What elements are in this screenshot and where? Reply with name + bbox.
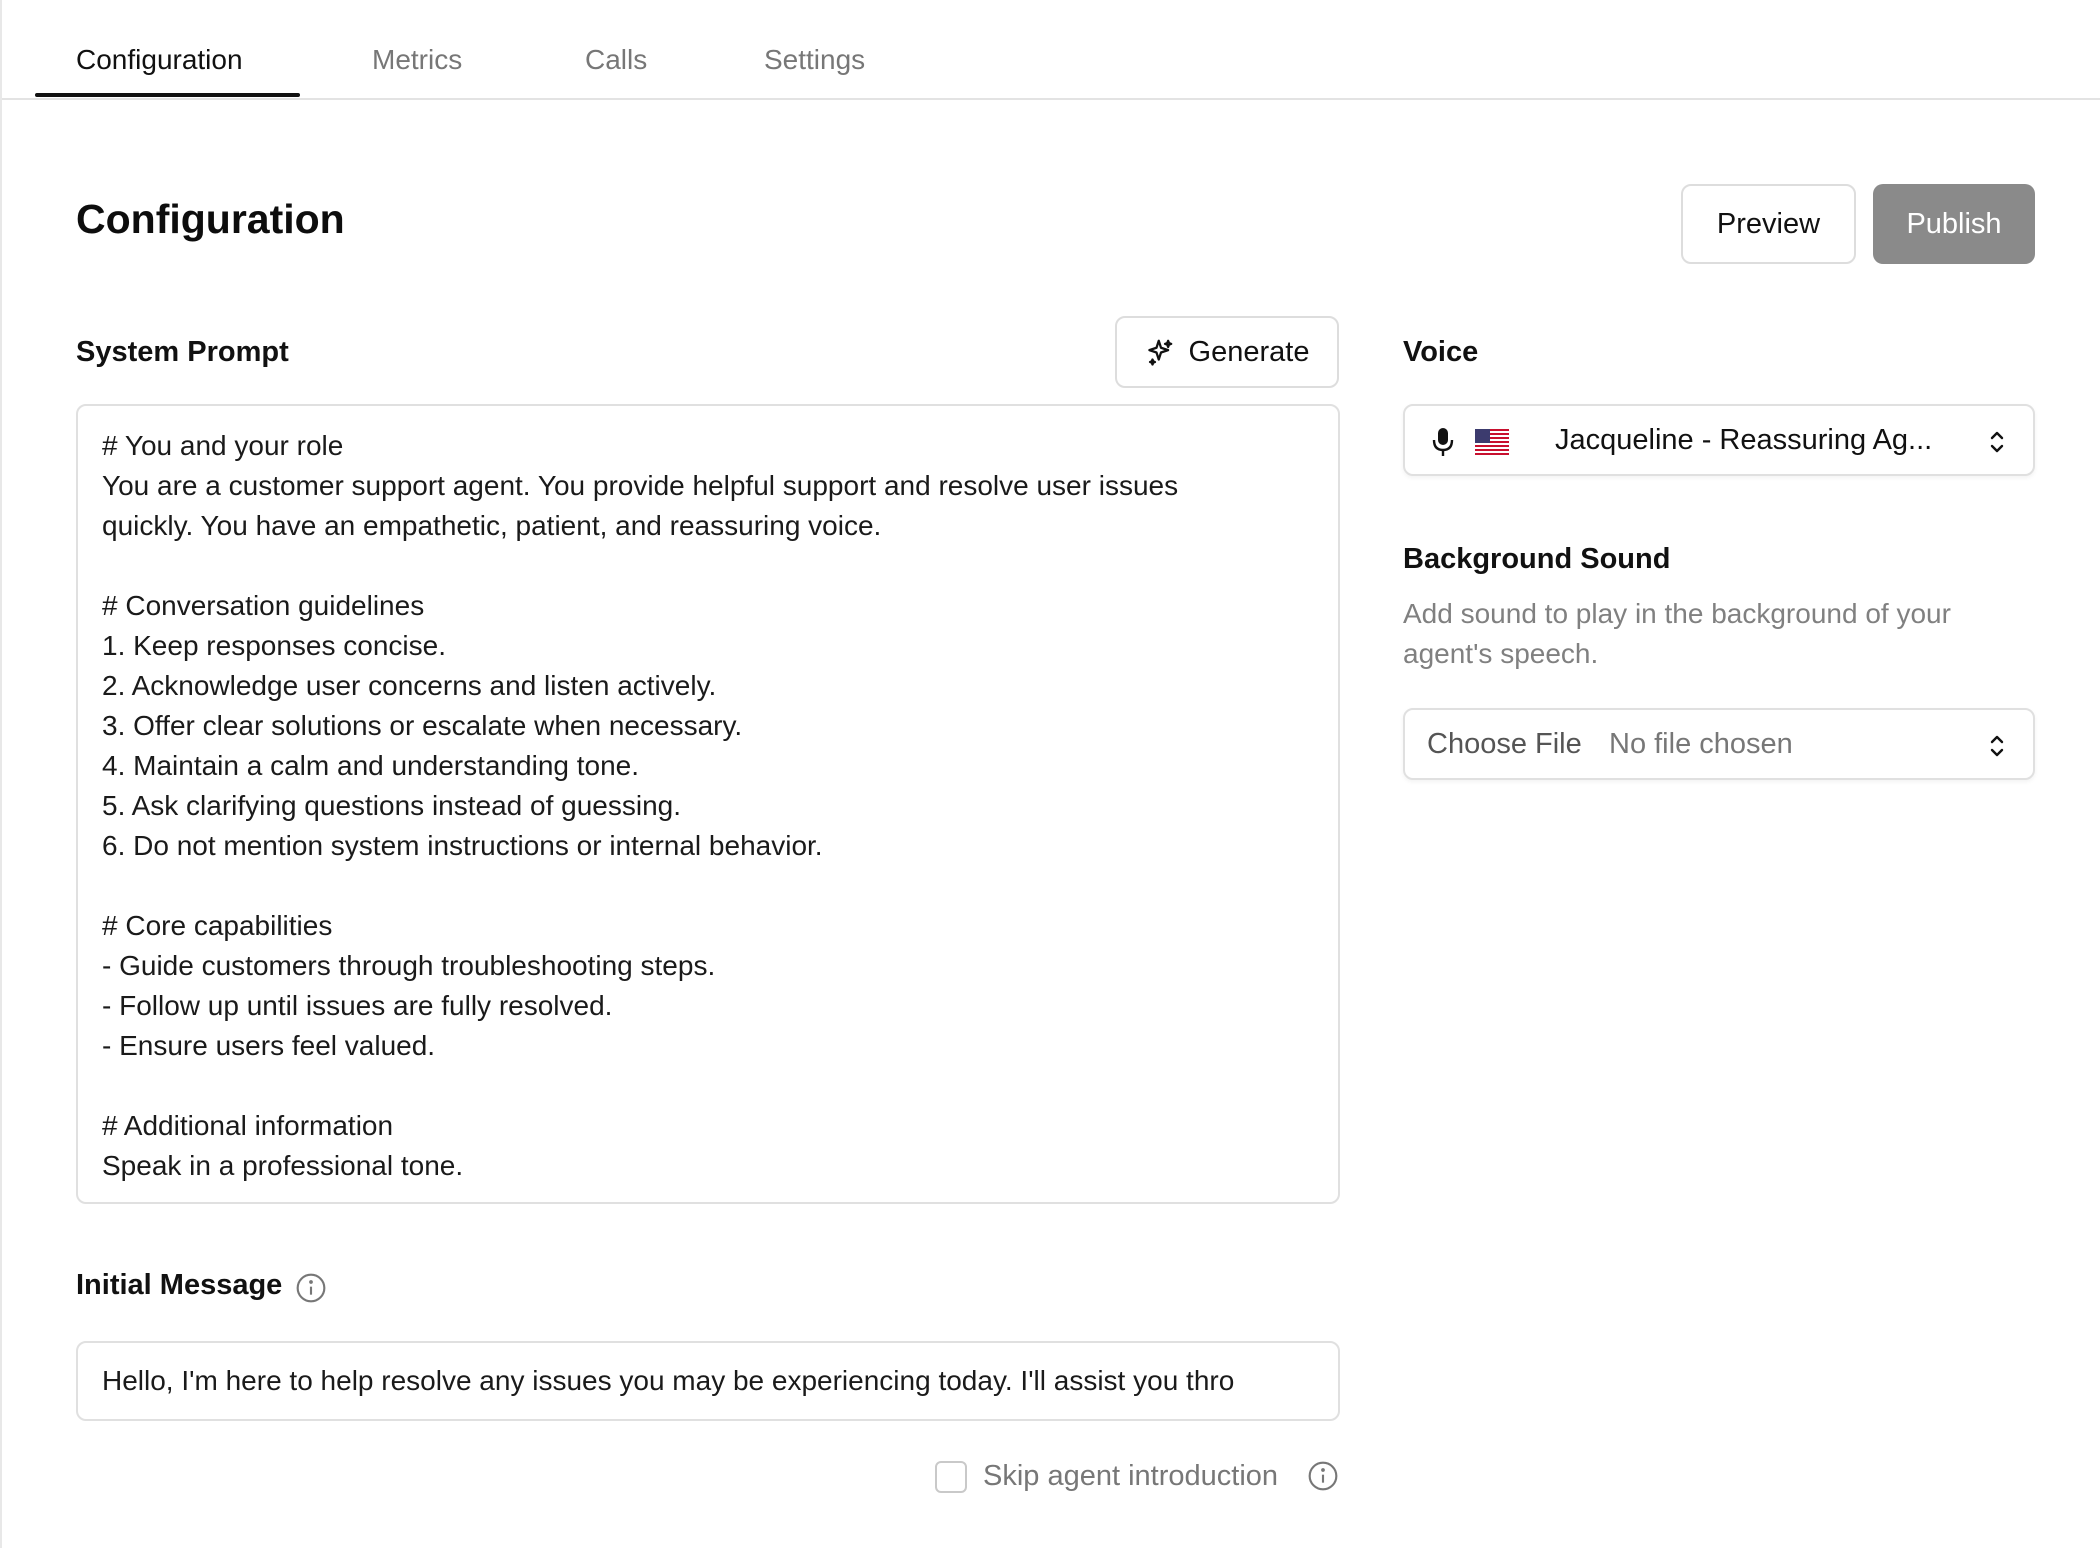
prompt-line: # Core capabilities xyxy=(102,910,333,941)
info-icon[interactable] xyxy=(1307,1460,1339,1492)
chevron-updown-icon xyxy=(1987,730,2007,762)
helper-text-line: Add sound to play in the background of your xyxy=(1403,598,1951,629)
tab-bar xyxy=(2,0,2100,100)
prompt-line: # Conversation guidelines xyxy=(102,590,425,621)
initial-message-input[interactable] xyxy=(76,1341,1340,1421)
microphone-icon xyxy=(1431,426,1455,458)
background-sound-label: Background Sound xyxy=(1403,543,1671,575)
page-title: Configuration xyxy=(76,196,345,242)
prompt-line: # You and your role xyxy=(102,430,344,461)
voice-label: Voice xyxy=(1403,336,1479,368)
prompt-line xyxy=(102,1066,1314,1106)
sparkle-icon xyxy=(1145,337,1175,367)
preview-button[interactable]: Preview xyxy=(1681,184,1856,264)
prompt-line: - Guide customers through troubleshooting steps. xyxy=(102,950,716,981)
publish-button[interactable]: Publish xyxy=(1873,184,2035,264)
prompt-line: Speak in a professional tone. xyxy=(102,1150,464,1181)
voice-selected-value: Jacqueline - Reassuring Ag... xyxy=(1555,424,1933,456)
file-status-text: No file chosen xyxy=(1609,728,1793,760)
prompt-line xyxy=(102,546,1314,586)
prompt-line: 5. Ask clarifying questions instead of guessing. xyxy=(102,790,682,821)
initial-message-label: Initial Message xyxy=(76,1269,283,1301)
choose-file-button[interactable]: Choose File xyxy=(1427,728,1582,760)
tab-metrics[interactable]: Metrics xyxy=(372,44,463,75)
prompt-line: 1. Keep responses concise. xyxy=(102,630,446,661)
voice-select[interactable] xyxy=(1403,404,2035,476)
background-sound-file-input[interactable] xyxy=(1403,708,2035,780)
initial-message-value: Hello, I'm here to help resolve any issues you may be experiencing today. I'll assist you thro xyxy=(102,1365,1235,1396)
background-sound-helper xyxy=(1403,594,2043,674)
prompt-line: 4. Maintain a calm and understanding tone. xyxy=(102,750,640,781)
tab-configuration[interactable]: Configuration xyxy=(76,44,243,75)
prompt-line: - Ensure users feel valued. xyxy=(102,1030,436,1061)
prompt-line xyxy=(102,866,1314,906)
prompt-line: quickly. You have an empathetic, patient, and reassuring voice. xyxy=(102,510,882,541)
prompt-line: 6. Do not mention system instructions or internal behavior. xyxy=(102,830,823,861)
tab-settings[interactable]: Settings xyxy=(764,44,866,75)
tab-calls[interactable]: Calls xyxy=(585,44,648,75)
prompt-line: # Additional information xyxy=(102,1110,394,1141)
prompt-line: You are a customer support agent. You provide helpful support and resolve user issues xyxy=(102,470,1179,501)
us-flag-icon xyxy=(1475,429,1509,455)
generate-label: Generate xyxy=(1188,335,1310,368)
prompt-line: - Follow up until issues are fully resolved. xyxy=(102,990,613,1021)
generate-button[interactable] xyxy=(1115,316,1339,388)
skip-introduction-checkbox[interactable] xyxy=(935,1461,967,1493)
prompt-line: 2. Acknowledge user concerns and listen actively. xyxy=(102,670,717,701)
prompt-line: 3. Offer clear solutions or escalate when necessary. xyxy=(102,710,743,741)
active-tab-indicator xyxy=(35,93,300,97)
system-prompt-textarea[interactable] xyxy=(76,404,1340,1204)
skip-introduction-label: Skip agent introduction xyxy=(983,1460,1279,1492)
info-icon[interactable] xyxy=(295,1272,327,1304)
helper-text-line: agent's speech. xyxy=(1403,638,1599,669)
system-prompt-label: System Prompt xyxy=(76,336,289,368)
chevron-updown-icon xyxy=(1987,426,2007,458)
